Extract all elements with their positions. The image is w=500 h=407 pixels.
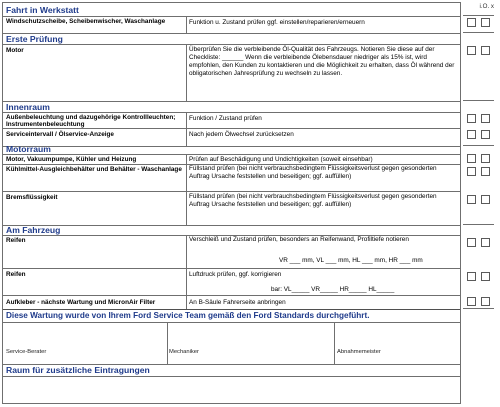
- row-desc-windschutz: Funktion u. Zustand prüfen ggf. einstellen/reparieren/erneuern: [189, 19, 365, 26]
- tire-pressure-fields[interactable]: bar: VL_____ VR_____ HR_____ HL_____: [271, 286, 395, 293]
- signature-abnahmemeister[interactable]: Abnahmemeister: [337, 349, 381, 355]
- extra-entries-title: Raum für zusätzliche Eintragungen: [6, 365, 150, 375]
- checkbox-kuehlmittel-x[interactable]: [481, 167, 490, 176]
- checkbox-bremsfluessigkeit-ok[interactable]: [467, 195, 476, 204]
- section-title-fahrzeug: Am Fahrzeug: [6, 225, 61, 235]
- row-label-kuehlmittel: Kühlmittel-Ausgleichbehälter und Behälter - Waschanlage: [6, 166, 182, 173]
- checkbox-reifen-druck-ok[interactable]: [467, 272, 476, 281]
- checkbox-serviceintervall-ok[interactable]: [467, 130, 476, 139]
- row-label-bremsfluessigkeit: Bremsflüssigkeit: [6, 194, 58, 201]
- checkbox-bremsfluessigkeit-x[interactable]: [481, 195, 490, 204]
- row-label-reifen-profil: Reifen: [6, 237, 26, 244]
- row-desc-serviceintervall: Nach jedem Ölwechsel zurücksetzen: [189, 131, 294, 138]
- extra-entries-area[interactable]: [3, 377, 460, 403]
- section-title-erste: Erste Prüfung: [6, 34, 63, 44]
- section-title-innenraum: Innenraum: [6, 102, 50, 112]
- row-label-aufkleber: Aufkleber - nächste Wartung und MicronAir Filter: [6, 299, 156, 306]
- row-label-vakuumpumpe: Motor, Vakuumpumpe, Kühler und Heizung: [6, 156, 137, 163]
- checklist-table: [2, 2, 461, 404]
- checkbox-windschutz-x[interactable]: [481, 18, 490, 27]
- row-desc-motor: Überprüfen Sie die verbleibende Öl-Qualität des Fahrzeugs. Notieren Sie diese auf der Checkliste: ______ Wenn die verbleibende Ölebensdauer niedriger als 15% ist, wird empfohlen, den Kunden zu kontaktieren und die Möglichkeit zu erhalten, dass Öl während der obligatorischen Jahresprüfung zu wechseln zu lassen.: [189, 46, 455, 77]
- checkbox-reifen-profil-x[interactable]: [481, 238, 490, 247]
- section-title-motorraum: Motorraum: [6, 144, 51, 154]
- row-desc-kuehlmittel: Füllstand prüfen (bei nicht verbrauchsbedingtem Flüssigkeitsverlust gegen gesonderten Auftrag Ursache feststellen und beseitigen; ggf. auffüllen): [189, 165, 437, 180]
- row-desc-aufkleber: An B-Säule Fahrerseite anbringen: [189, 299, 286, 306]
- section-title-fahrt: Fahrt in Werkstatt: [6, 5, 79, 15]
- checkbox-kuehlmittel-ok[interactable]: [467, 167, 476, 176]
- checkbox-motor-x[interactable]: [481, 46, 490, 55]
- checkbox-aufkleber-x[interactable]: [481, 297, 490, 306]
- row-desc-bremsfluessigkeit: Füllstand prüfen (bei nicht verbrauchsbedingtem Flüssigkeitsverlust gegen gesonderten Auftrag Ursache feststellen und beseitigen; ggf. auffüllen): [189, 193, 437, 208]
- row-label-windschutz: Windschutzscheibe, Scheibenwischer, Waschanlage: [6, 18, 166, 25]
- checkbox-windschutz-ok[interactable]: [467, 18, 476, 27]
- row-desc-beleuchtung: Funktion / Zustand prüfen: [189, 115, 262, 122]
- checkbox-aufkleber-ok[interactable]: [467, 297, 476, 306]
- row-label-serviceintervall: Serviceintervall / Ölservice-Anzeige: [6, 131, 114, 138]
- checkbox-reifen-profil-ok[interactable]: [467, 238, 476, 247]
- checkbox-reifen-druck-x[interactable]: [481, 272, 490, 281]
- checkbox-vakuumpumpe-ok[interactable]: [467, 154, 476, 163]
- service-statement: Diese Wartung wurde von Ihrem Ford Service Team gemäß den Ford Standards durchgeführt.: [6, 311, 370, 320]
- tread-depth-fields[interactable]: VR ___ mm, VL ___ mm, HL ___ mm, HR ___ mm: [279, 257, 423, 264]
- row-label-reifen-druck: Reifen: [6, 271, 26, 278]
- row-desc-reifen-profil: Verschleiß und Zustand prüfen, besonders an Reifenwand, Profiltiefe notieren: [189, 236, 409, 243]
- signature-mechaniker[interactable]: Mechaniker: [169, 349, 199, 355]
- checkbox-beleuchtung-ok[interactable]: [467, 114, 476, 123]
- checkbox-motor-ok[interactable]: [467, 46, 476, 55]
- row-label-motor: Motor: [6, 47, 24, 54]
- signature-service-berater[interactable]: Service-Berater: [6, 349, 47, 355]
- checkbox-beleuchtung-x[interactable]: [481, 114, 490, 123]
- row-label-beleuchtung: Außenbeleuchtung und dazugehörige Kontrollleuchten; Instrumentenbeleuchtung: [6, 114, 176, 129]
- column-header-io: i.O. x: [479, 3, 494, 10]
- row-desc-vakuumpumpe: Prüfen auf Beschädigung und Undichtigkeiten (soweit einsehbar): [189, 156, 373, 163]
- row-desc-reifen-druck: Luftdruck prüfen, ggf. korrigieren: [189, 271, 282, 278]
- service-checklist: [2, 2, 494, 404]
- checkbox-vakuumpumpe-x[interactable]: [481, 154, 490, 163]
- checkbox-serviceintervall-x[interactable]: [481, 130, 490, 139]
